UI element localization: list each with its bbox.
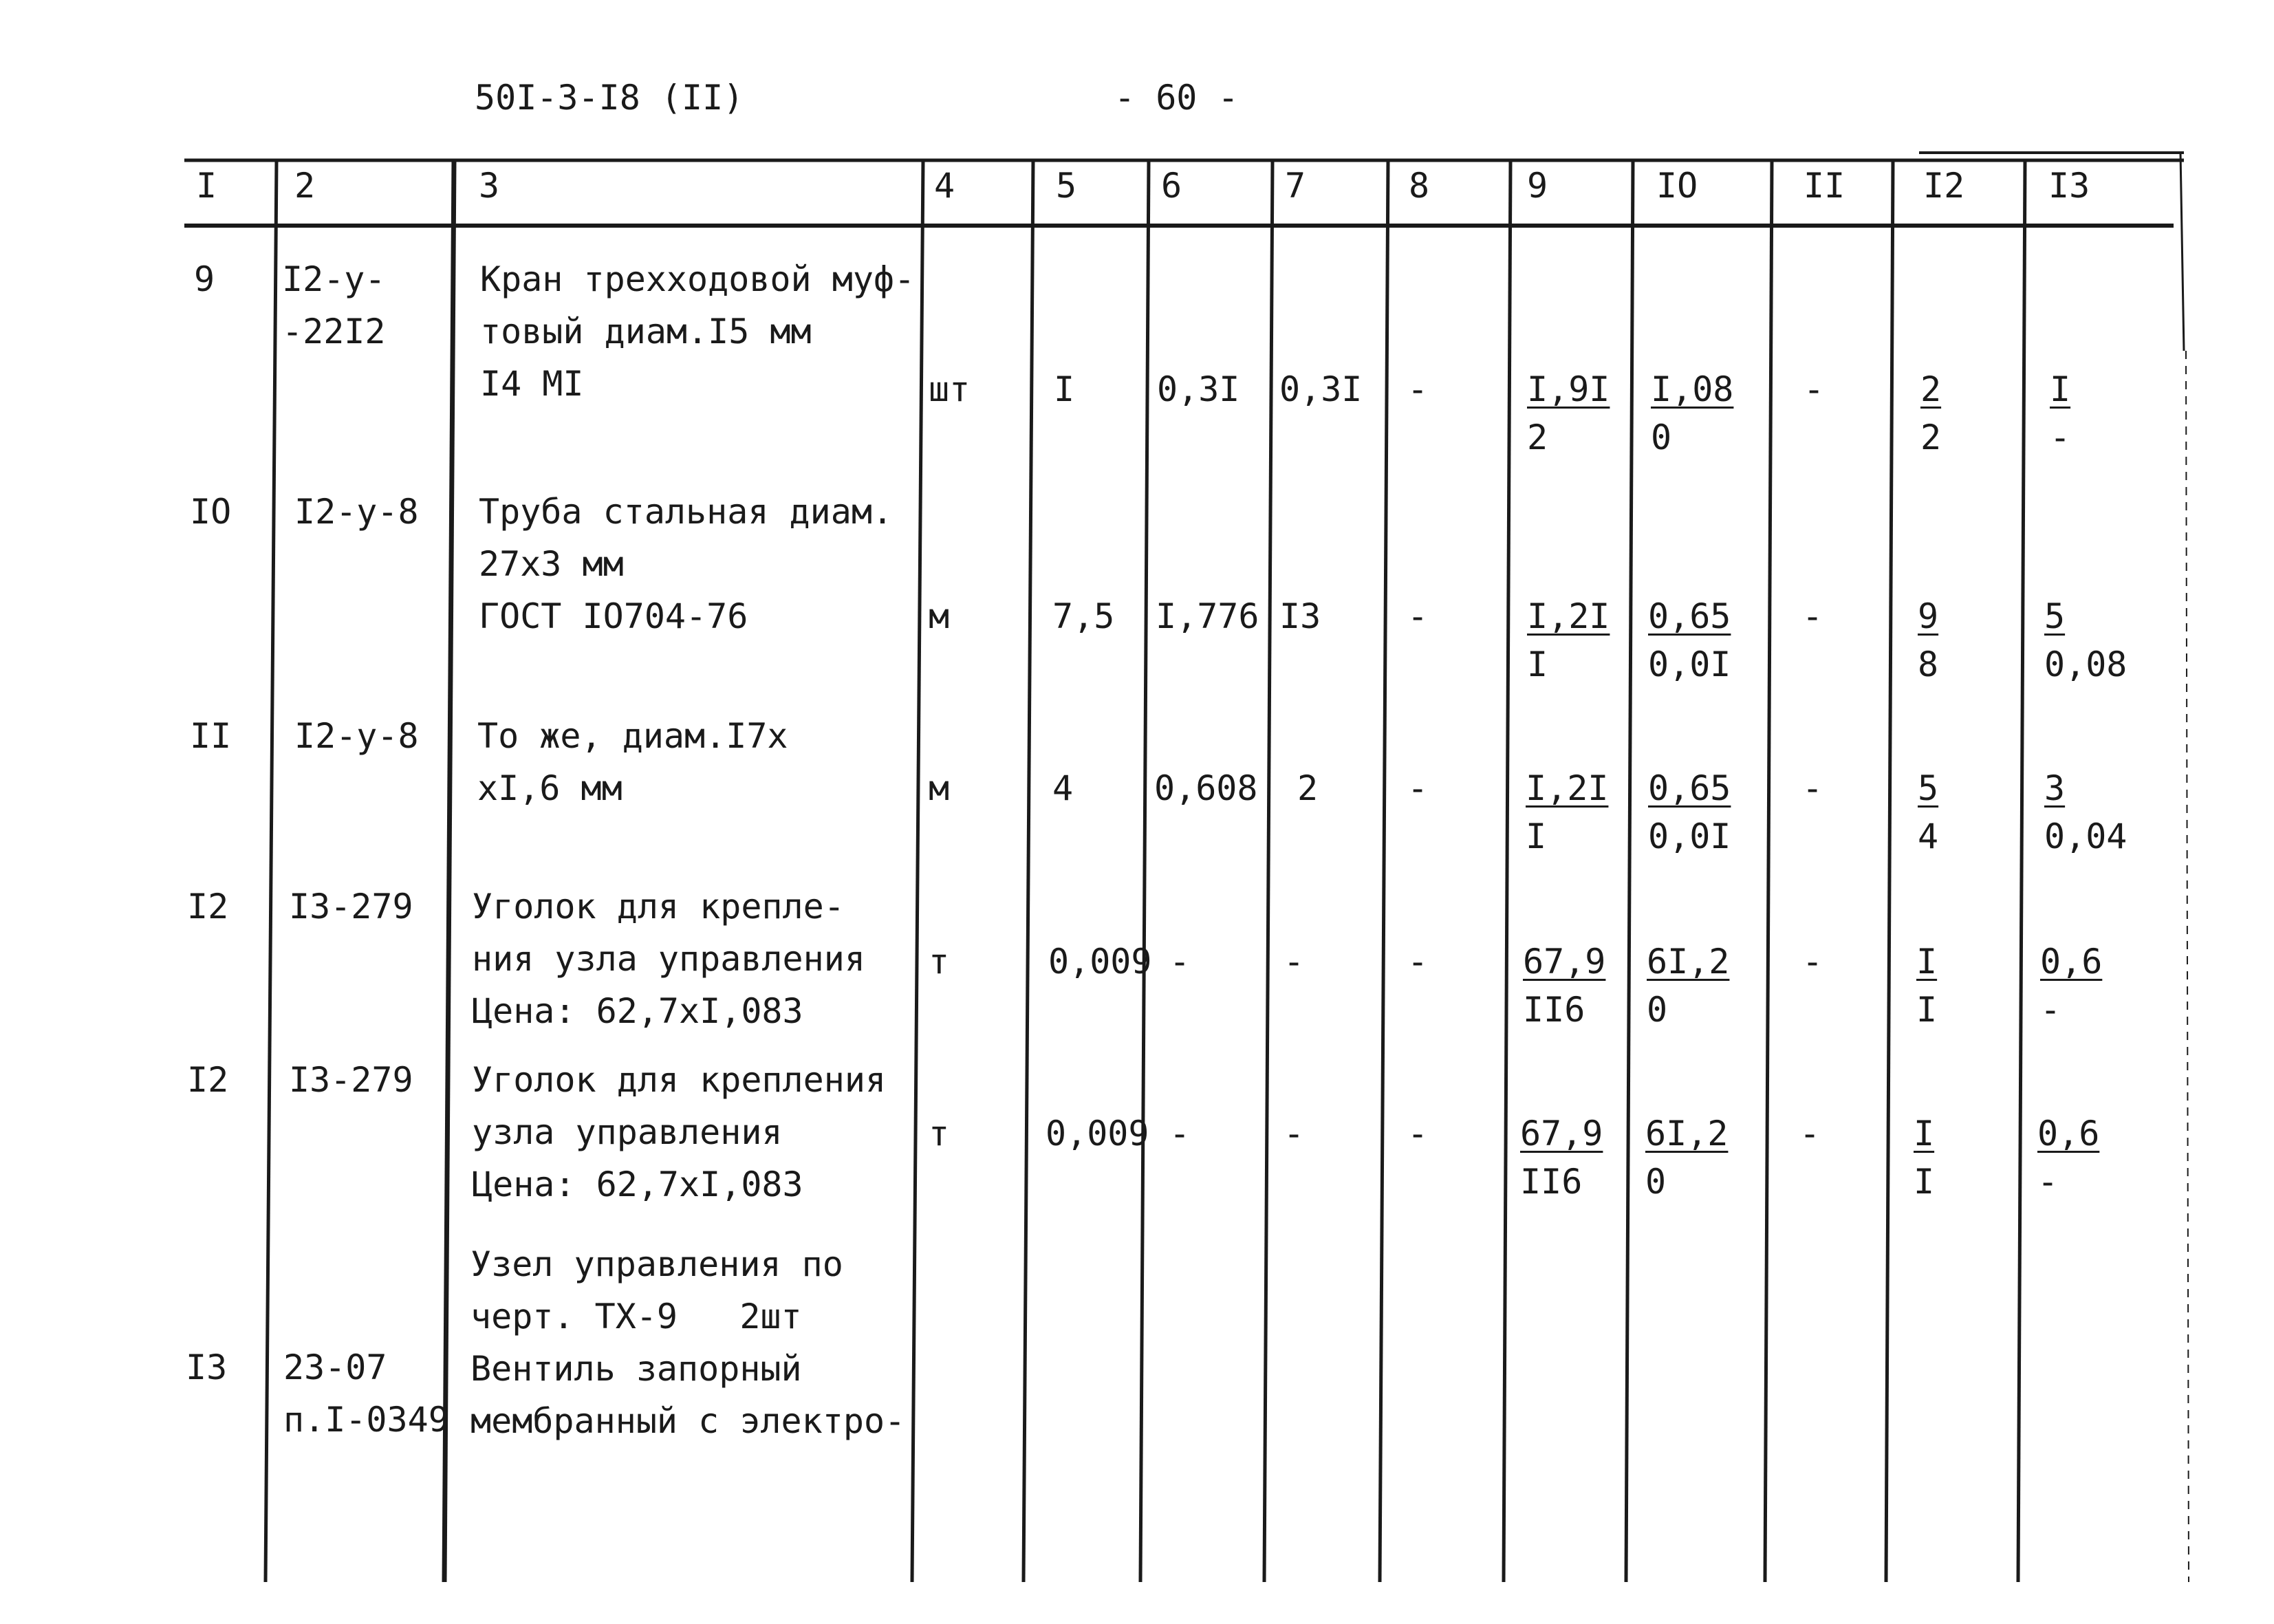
norm-code: I2-y-8 <box>294 716 419 756</box>
column-number: 6 <box>1161 166 1182 206</box>
fraction-col9: $\frac{I,2I}{I}$ <box>1526 768 1609 856</box>
fraction-col13: 0,6 - <box>2037 1114 2100 1202</box>
norm-code: I3-279 <box>289 1060 413 1100</box>
norm-code: I3-279 <box>289 887 413 927</box>
document-code: 50I-3-I8 (II) <box>475 78 744 118</box>
column-number: 2 <box>294 166 316 206</box>
row-number: IO <box>190 492 232 532</box>
item-description: Труба стальная диам. 27x3 мм ГОСТ IO704-76 <box>479 492 894 636</box>
column-number: 9 <box>1527 166 1548 206</box>
column-number: 7 <box>1285 166 1306 206</box>
fraction-col10: $\frac{I,08}{0}$ <box>1651 369 1734 457</box>
fraction-col13: 0,6 - <box>2040 942 2103 1030</box>
item-description: То же, диам.I7x xI,6 мм <box>477 716 788 808</box>
column-number: IO <box>1656 166 1698 206</box>
fraction-col10: $\frac{6I,2}{0}$ <box>1645 1114 1729 1202</box>
row-number: I3 <box>186 1347 228 1387</box>
value-col7: I3 <box>1279 596 1321 636</box>
fraction-col12: $\frac{5}{4}$ <box>1918 768 1939 856</box>
norm-code: 23-07 п.I-0349 <box>283 1347 449 1440</box>
fraction-col12: $\frac{I}{I}$ <box>1914 1114 1935 1202</box>
column-number: 5 <box>1056 166 1077 206</box>
unit: шт <box>929 369 971 409</box>
fraction-col12: $\frac{2}{2}$ <box>1920 369 1942 457</box>
item-description: Кран трехходовой муф- товый диам.I5 мм I4 MI <box>480 259 916 404</box>
unit: м <box>929 768 950 808</box>
fraction-col13: $\frac{5}{0,08}$ <box>2044 596 2127 684</box>
value-col6: - <box>1169 1114 1191 1154</box>
column-number: 3 <box>479 166 500 206</box>
quantity: 7,5 <box>1052 596 1115 636</box>
fraction-col9: $\frac{67,9}{II6}$ <box>1520 1114 1603 1202</box>
unit: м <box>929 596 950 636</box>
page-number: - 60 - <box>1114 78 1239 118</box>
unit: т <box>929 1114 950 1154</box>
value-col6: - <box>1169 942 1191 982</box>
fraction-col10: $\frac{0,65}{0,0I}$ <box>1648 768 1731 856</box>
value-col8: - <box>1407 942 1429 982</box>
value-col8: - <box>1407 1114 1429 1154</box>
column-number: 4 <box>934 166 955 206</box>
value-col7: 0,3I <box>1279 369 1363 409</box>
quantity: 4 <box>1052 768 1074 808</box>
column-number: 8 <box>1409 166 1430 206</box>
value-col6: 0,608 <box>1154 768 1258 808</box>
value-col7: - <box>1284 942 1305 982</box>
value-col11: - <box>1802 768 1823 808</box>
value-col8: - <box>1407 369 1429 409</box>
fraction-col10: $\frac{6I,2}{0}$ <box>1647 942 1730 1030</box>
fraction-col10: $\frac{0,65}{0,0I}$ <box>1648 596 1731 684</box>
fraction-col9: $\frac{I,2I}{I}$ <box>1527 596 1610 684</box>
fraction-col13: $\frac{3}{0,04}$ <box>2044 768 2127 856</box>
value-col8: - <box>1407 596 1429 636</box>
row-number: 9 <box>194 259 215 299</box>
value-col11: - <box>1802 596 1823 636</box>
norm-code: I2-y- -22I2 <box>282 259 386 351</box>
value-col11: - <box>1799 1114 1821 1154</box>
value-col7: - <box>1284 1114 1305 1154</box>
unit: т <box>929 942 950 982</box>
column-number: I <box>196 166 217 206</box>
value-col6: 0,3I <box>1157 369 1240 409</box>
row-number: I2 <box>187 1060 229 1100</box>
value-col11: - <box>1804 369 1825 409</box>
value-col8: - <box>1407 768 1429 808</box>
fraction-col12: $\frac{I}{I}$ <box>1916 942 1938 1030</box>
column-number: II <box>1804 166 1845 206</box>
value-col6: I,776 <box>1156 596 1259 636</box>
fraction-col12: $\frac{9}{8}$ <box>1918 596 1939 684</box>
row-number: II <box>190 716 232 756</box>
item-description: Уголок для крепления узла управления Цена: 62,7xI,083 <box>472 1060 887 1204</box>
quantity: 0,009 <box>1048 942 1152 982</box>
norm-code: I2-y-8 <box>294 492 419 532</box>
item-description: Уголок для крепле- ния узла управления Цена: 62,7xI,083 <box>472 887 865 1031</box>
quantity: 0,009 <box>1046 1114 1149 1154</box>
column-number: I3 <box>2048 166 2090 206</box>
fraction-col9: $\frac{I,9I}{2}$ <box>1527 369 1610 457</box>
quantity: I <box>1054 369 1075 409</box>
row-number: I2 <box>187 887 229 927</box>
value-col7: 2 <box>1297 768 1319 808</box>
fraction-col13: I - <box>2050 369 2071 457</box>
value-col11: - <box>1802 942 1823 982</box>
column-number: I2 <box>1923 166 1965 206</box>
fraction-col9: $\frac{67,9}{II6}$ <box>1523 942 1606 1030</box>
item-description: Узел управления по черт. ТХ-9 2шт Вентиль запорный мембранный с электро- <box>470 1244 906 1441</box>
